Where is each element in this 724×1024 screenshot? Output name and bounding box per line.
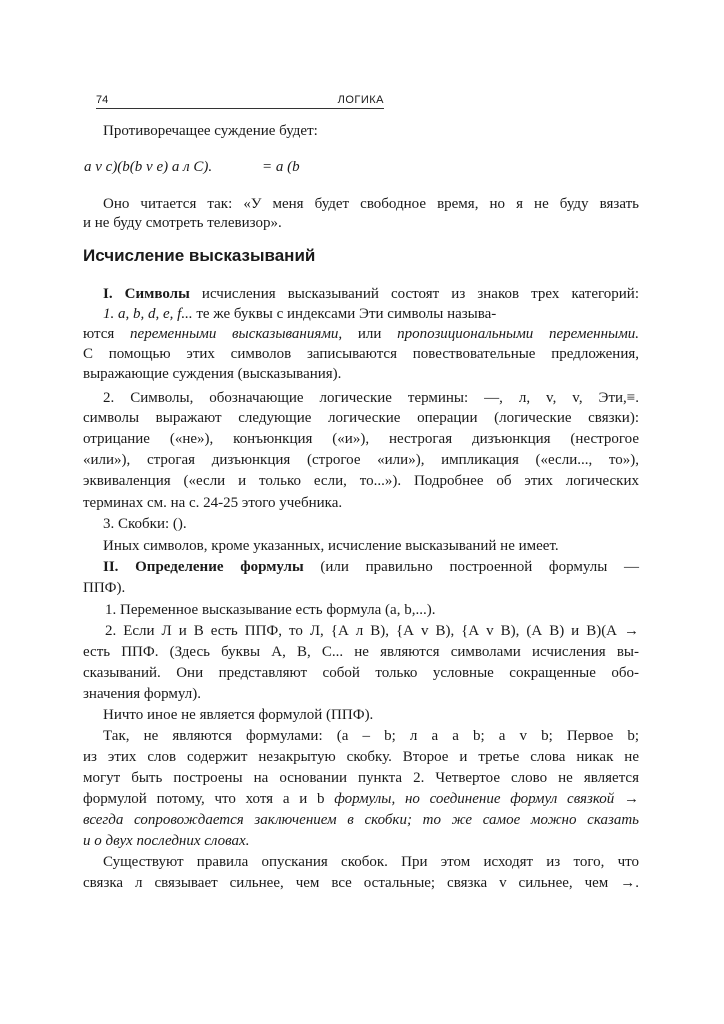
part2-line-14-text: и о двух последних словах. <box>83 833 250 849</box>
part2-line-15: Существуют правила опускания скобок. При этом исходят из того, что <box>103 854 639 870</box>
part2-line-7: значения формул). <box>83 686 201 702</box>
variable-letters: 1. a, b, d, e, f... <box>103 306 193 322</box>
part1-line-3-a: ются <box>83 326 115 342</box>
part1-line-3-c: или <box>357 326 382 342</box>
part2-line-13 <box>83 811 639 830</box>
term-propositional-variables: пропозициональными переменными. <box>397 326 640 342</box>
symbols-label: I. Символы <box>103 286 190 302</box>
part2-line-1-text: (или правильно построенной формулы — <box>320 559 640 575</box>
part1-line-4: С помощью этих символов записываются повествовательные предложения, <box>83 346 639 362</box>
part1-line-9: «или»), строгая дизъюнкция (строгое «или»), импликация («если..., то»), <box>83 452 639 468</box>
part1-line-2 <box>103 305 639 324</box>
reading-line-2: и не буду смотреть телевизор». <box>83 215 282 231</box>
part2-line-4: 2. Если Л и В есть ППФ, то Л, {А л В), {А v В), {А v В), (А В) и В)(А → <box>105 623 639 639</box>
part1-line-1-text: исчисления высказываний состоят из знаков трех категорий: <box>201 286 640 302</box>
part2-line-11: могут быть построены на основании пункта 2. Четвертое слово не является <box>83 770 639 786</box>
implication-arrow: → <box>624 791 640 807</box>
part1-line-1 <box>103 285 639 304</box>
formula-left: a v c)(b(b v e) a л C). <box>84 159 213 175</box>
part1-line-11: терминах см. на с. 24-25 этого учебника. <box>83 495 343 511</box>
part2-line-16: связка л связывает сильнее, чем все остальные; связка v сильнее, чем →. <box>83 875 639 891</box>
page-header <box>96 94 384 109</box>
part2-line-14 <box>83 832 639 851</box>
part1-line-6: 2. Символы, обозначающие логические термины: —, л, v, v, Эти,≡. <box>103 390 639 406</box>
part1-line-2-text: те же буквы с индексами Эти символы называ- <box>196 306 497 322</box>
part1-line-12: 3. Скобки: (). <box>103 516 187 532</box>
part2-line-9: Так, не являются формулами: (a – b; л a a b; a v b; Первое b; <box>103 728 639 744</box>
running-title: ЛОГИКА <box>337 94 384 106</box>
term-variable-statements: переменными высказываниями, <box>130 326 343 342</box>
part2-line-1 <box>103 558 639 577</box>
part1-line-7: символы выражают следующие логические операции (логические связки): <box>83 410 639 426</box>
formula-right: = a (b <box>262 159 300 175</box>
page-number: 74 <box>96 94 109 106</box>
part1-line-13: Иных символов, кроме указанных, исчисление высказываний не имеет. <box>103 538 559 554</box>
part2-line-3: 1. Переменное высказывание есть формула (a, b,...). <box>105 602 436 618</box>
part2-line-12-b: формулы, но соединение формул связкой <box>334 791 615 807</box>
part2-line-8: Ничто иное не является формулой (ППФ). <box>103 707 374 723</box>
part1-line-8: отрицание («не»), конъюнкция («и»), нестрогая дизъюнкция (нестрогое <box>83 431 639 447</box>
part2-line-13-text: всегда сопровождается заключением в скобки; то же самое можно сказать <box>83 812 639 828</box>
part2-line-10: из этих слов содержит незакрытую скобку. Второе и третье слова никак не <box>83 749 639 765</box>
reading-line-1: Оно читается так: «У меня будет свободное время, но я не буду вязать <box>103 196 639 212</box>
part2-line-5: есть ППФ. (Здесь буквы А, В, С... не являются символами исчисления вы- <box>83 644 639 660</box>
intro-line: Противоречащее суждение будет: <box>103 123 318 139</box>
contradiction-formula <box>84 159 300 176</box>
formula-definition-label: II. Определение формулы <box>103 559 304 575</box>
part1-line-10: эквиваленция («если и только если, то...»). Подробнее об этих логических <box>83 473 639 489</box>
part2-line-12-a: формулой потому, что хотя a и b <box>83 791 325 807</box>
part2-line-12 <box>83 790 639 809</box>
part2-line-2: ППФ). <box>83 580 126 596</box>
part2-line-6: сказываний. Они представляют собой только условные сокращенные обо- <box>83 665 639 681</box>
part1-line-5: выражающие суждения (высказывания). <box>83 366 342 382</box>
section-heading: Исчисление высказываний <box>83 246 316 265</box>
part1-line-3 <box>83 325 639 344</box>
